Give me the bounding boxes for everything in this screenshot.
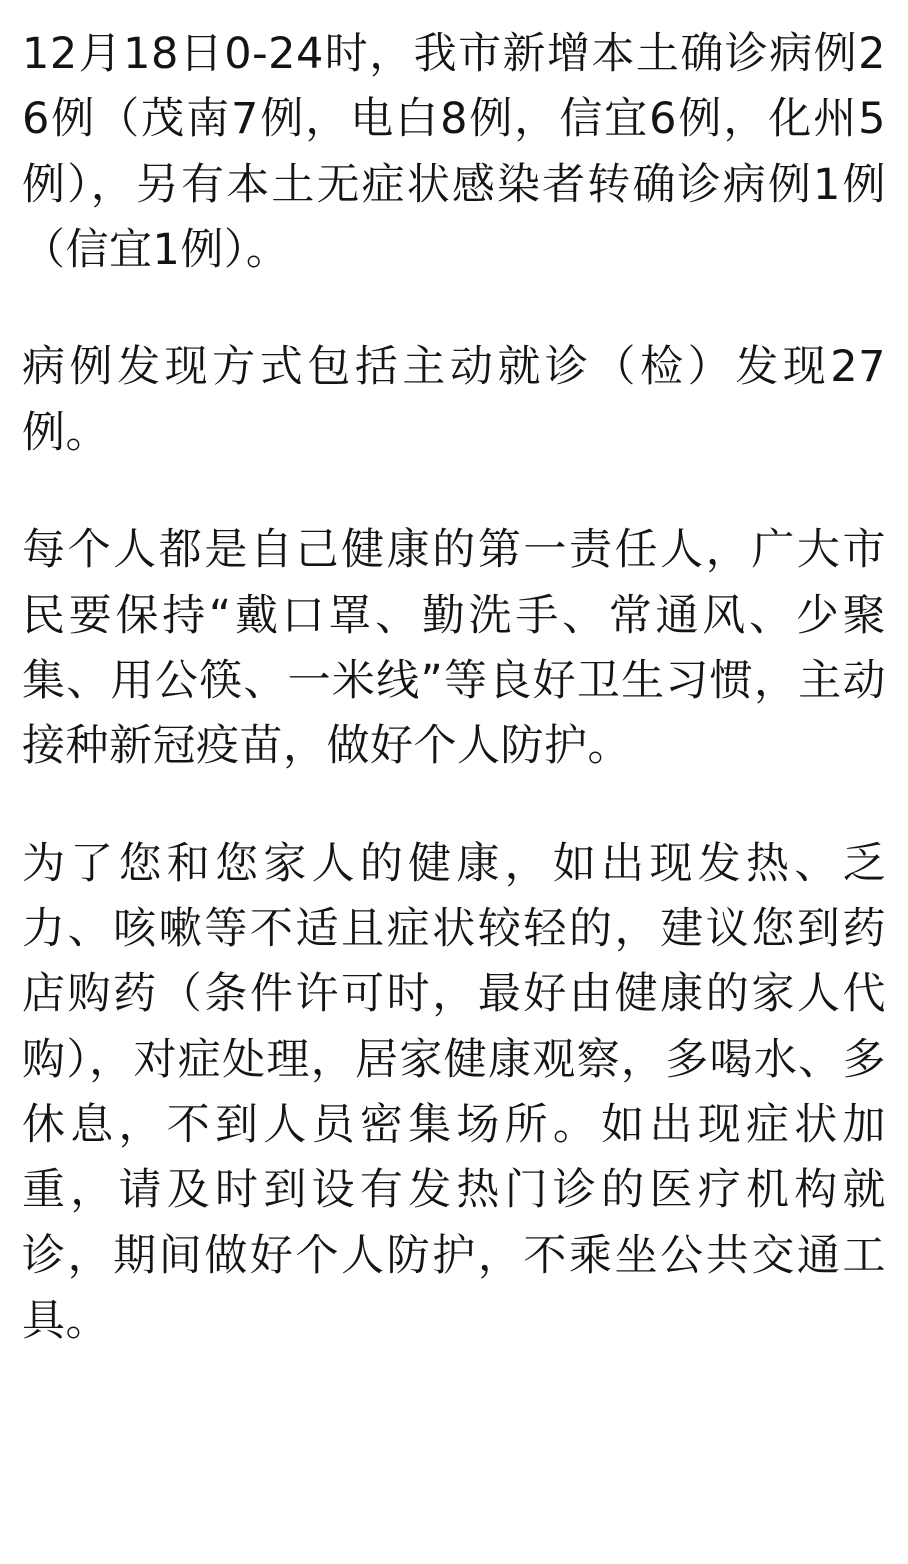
paragraph-detection-method: 病例发现方式包括主动就诊（检）发现27例。 <box>22 342 886 458</box>
paragraph-health-responsibility: 每个人都是自己健康的第一责任人，广大市民要保持“戴口罩、勤洗手、常通风、少聚集、用公筷、一米线”等良好卫生习惯，主动接种新冠疫苗，做好个人防护。 <box>22 525 886 772</box>
paragraph-symptom-guidance: 为了您和您家人的健康，如出现发热、乏力、咳嗽等不适且症状较轻的，建议您到药店购药（条件许可时，最好由健康的家人代购），对症处理，居家健康观察，多喝水、多休息，不到人员密集场所。如出现症状加重，请及时到设有发热门诊的医疗机构就诊，期间做好个人防护，不乘坐公共交通工具。 <box>22 838 886 1347</box>
paragraph-case-summary: 12月18日0-24时，我市新增本土确诊病例26例（茂南7例，电白8例，信宜6例，化州5例），另有本土无症状感染者转确诊病例1例（信宜1例）。 <box>22 29 886 276</box>
